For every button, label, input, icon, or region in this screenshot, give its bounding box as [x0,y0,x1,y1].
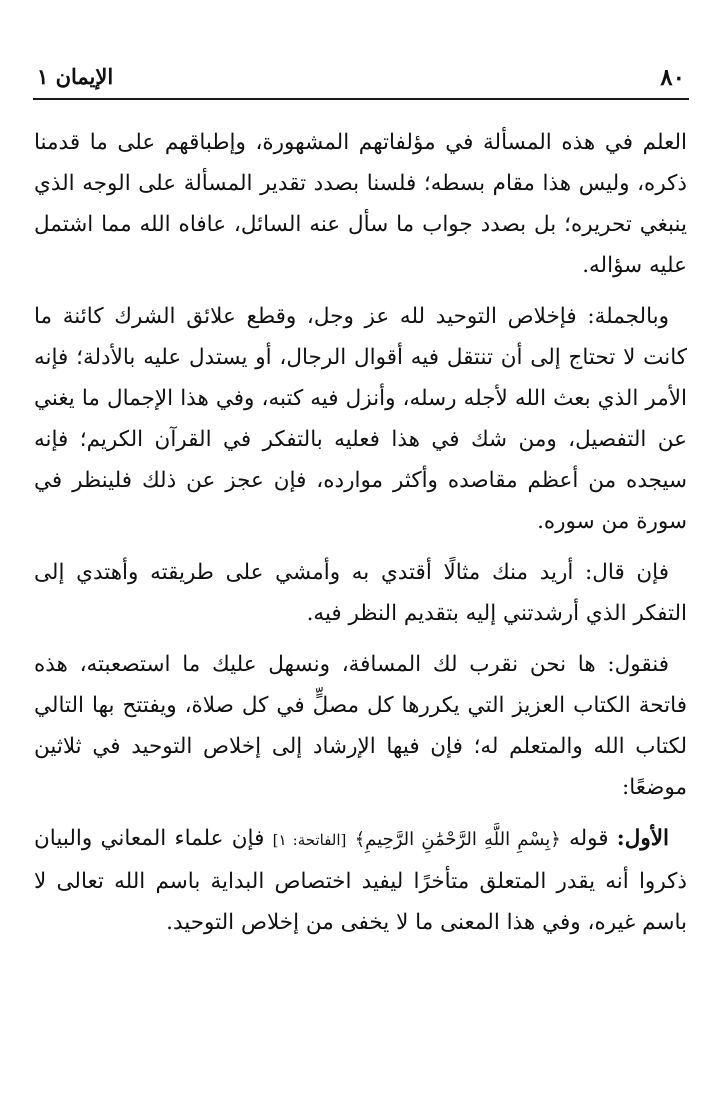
paragraph-5-pre: قوله [569,826,609,851]
paragraph-4: فنقول: ها نحن نقرب لك المسافة، ونسهل عليك ما استصعبته، هذه فاتحة الكتاب العزيز التي يكررها كل مصلٍّ في كل صلاة، ويفتتح بها التالي لكتاب الله والمتعلم له؛ فإن فيها الإرشاد إلى إخلاص التوحيد في ثلاثين موضعًا: [34,652,687,800]
basmala-quote: ﴿بِسْمِ اللَّهِ الرَّحْمَٰنِ الرَّحِيمِ﴾ [354,829,561,850]
quran-reference: [الفاتحة: ١] [272,831,347,849]
running-title: الإيمان ١ [37,64,114,89]
paragraph-1: العلم في هذه المسألة في مؤلفاتهم المشهورة، وإطباقهم على ما قدمنا ذكره، وليس هذا مقام بسطه؛ فلسنا بصدد تقدير المسألة على الوجه الذي ينبغي تحريره؛ بل بصدد جواب ما سأل عنه السائل، عافاه الله مما اشتمل عليه سؤاله. [34,130,687,278]
paragraph-5-text: فإن علماء المعاني والبيان ذكروا أنه يقدر المتعلق متأخرًا ليفيد اختصاص البداية باسم الله تعالى لا باسم غيره، وفي هذا المعنى ما لا يخفى من إخلاص التوحيد. [34,826,687,935]
paragraph-3: فإن قال: أريد منك مثالًا أقتدي به وأمشي على طريقته وأهتدي إلى التفكر الذي أرشدتني إليه بتقديم النظر فيه. [34,560,687,626]
paragraph-5 [34,818,687,943]
page-number: ٨٠ [660,64,685,91]
page-header [33,58,689,100]
paragraph-5-lead: الأول: [616,826,669,851]
body-text [34,122,687,953]
paragraph-2: وبالجملة: فإخلاص التوحيد لله عز وجل، وقطع علائق الشرك كائنة ما كانت لا تحتاج إلى أن تنتقل فيه أقوال الرجال، أو يستدل عليه بالأدلة؛ فإنه الأمر الذي بعث الله لأجله رسله، وأنزل فيه كتبه، وفي هذا الإجمال ما يغني عن التفصيل، ومن شك في هذا فعليه بالتفكر في القرآن الكريم؛ فإنه سيجده من أعظم مقاصده وأكثر موارده، فإن عجز عن ذلك فلينظر في سورة من سوره. [34,304,687,534]
